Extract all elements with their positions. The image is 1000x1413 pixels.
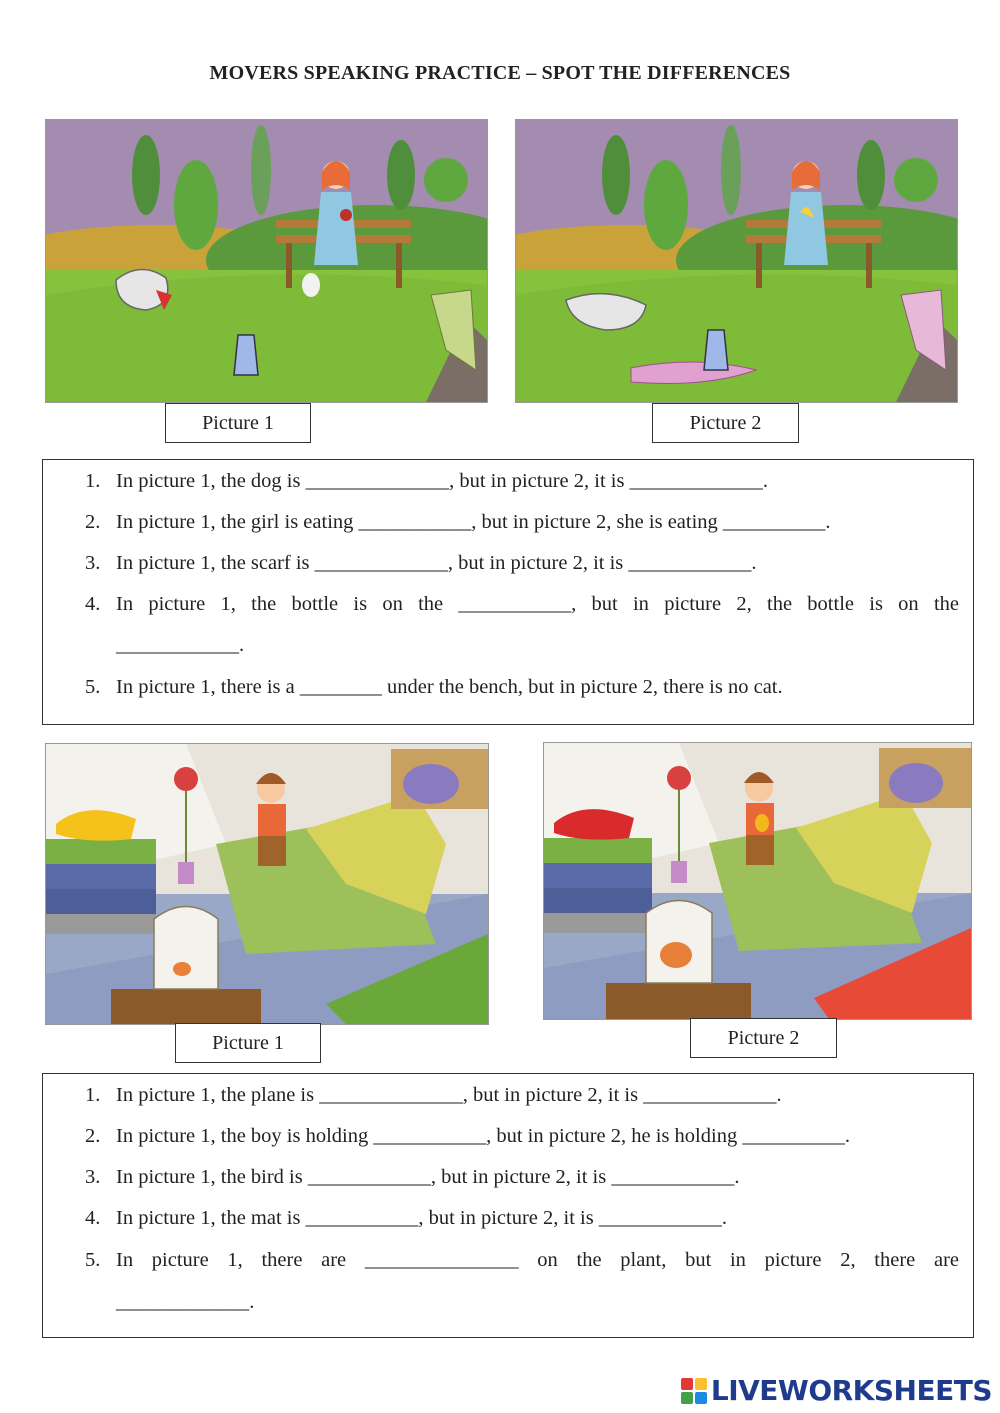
logo-text: LIVEWORKSHEETS (710, 1374, 992, 1407)
question-continuation: _____________. (116, 1291, 255, 1313)
question-number: 3. (85, 552, 101, 574)
questions-box-park (42, 459, 974, 725)
worksheet-title: MOVERS SPEAKING PRACTICE – SPOT THE DIFFERENCES (209, 62, 791, 84)
liveworksheets-logo[interactable] (681, 1374, 992, 1407)
question-number: 2. (85, 1125, 101, 1147)
question-text: In picture 1, the dog is ______________, but in picture 2, it is _____________. (116, 470, 768, 492)
question-number: 1. (85, 1084, 101, 1106)
question-number: 1. (85, 470, 101, 492)
picture-1-label: Picture 1 (175, 1023, 321, 1063)
question-text: In picture 1, there is a ________ under the bench, but in picture 2, there is no cat. (116, 676, 783, 698)
question-text: In picture 1, the bottle is on the ___________, but in picture 2, the bottle is on the (116, 593, 959, 615)
question-number: 4. (85, 593, 101, 615)
question-text: In picture 1, there are _______________ on the plant, but in picture 2, there are (116, 1249, 959, 1271)
picture-2-label: Picture 2 (690, 1018, 837, 1058)
question-number: 2. (85, 511, 101, 533)
question-text: In picture 1, the girl is eating ___________, but in picture 2, she is eating __________. (116, 511, 831, 533)
question-continuation: ____________. (116, 634, 245, 656)
question-number: 5. (85, 1249, 101, 1271)
question-text: In picture 1, the bird is ____________, but in picture 2, it is ____________. (116, 1166, 740, 1188)
question-text: In picture 1, the plane is ______________, but in picture 2, it is _____________. (116, 1084, 782, 1106)
bedroom-picture-1 (45, 743, 489, 1025)
park-picture-1 (45, 119, 488, 403)
picture-2-label: Picture 2 (652, 403, 799, 443)
bedroom-picture-2 (543, 742, 972, 1020)
question-text: In picture 1, the boy is holding ___________, but in picture 2, he is holding __________. (116, 1125, 850, 1147)
park-picture-2 (515, 119, 958, 403)
question-number: 5. (85, 676, 101, 698)
picture-1-label: Picture 1 (165, 403, 311, 443)
question-number: 4. (85, 1207, 101, 1229)
question-number: 3. (85, 1166, 101, 1188)
questions-box-bedroom (42, 1073, 974, 1338)
question-text: In picture 1, the mat is ___________, but in picture 2, it is ____________. (116, 1207, 727, 1229)
logo-icon (681, 1378, 707, 1404)
question-text: In picture 1, the scarf is _____________, but in picture 2, it is ____________. (116, 552, 757, 574)
